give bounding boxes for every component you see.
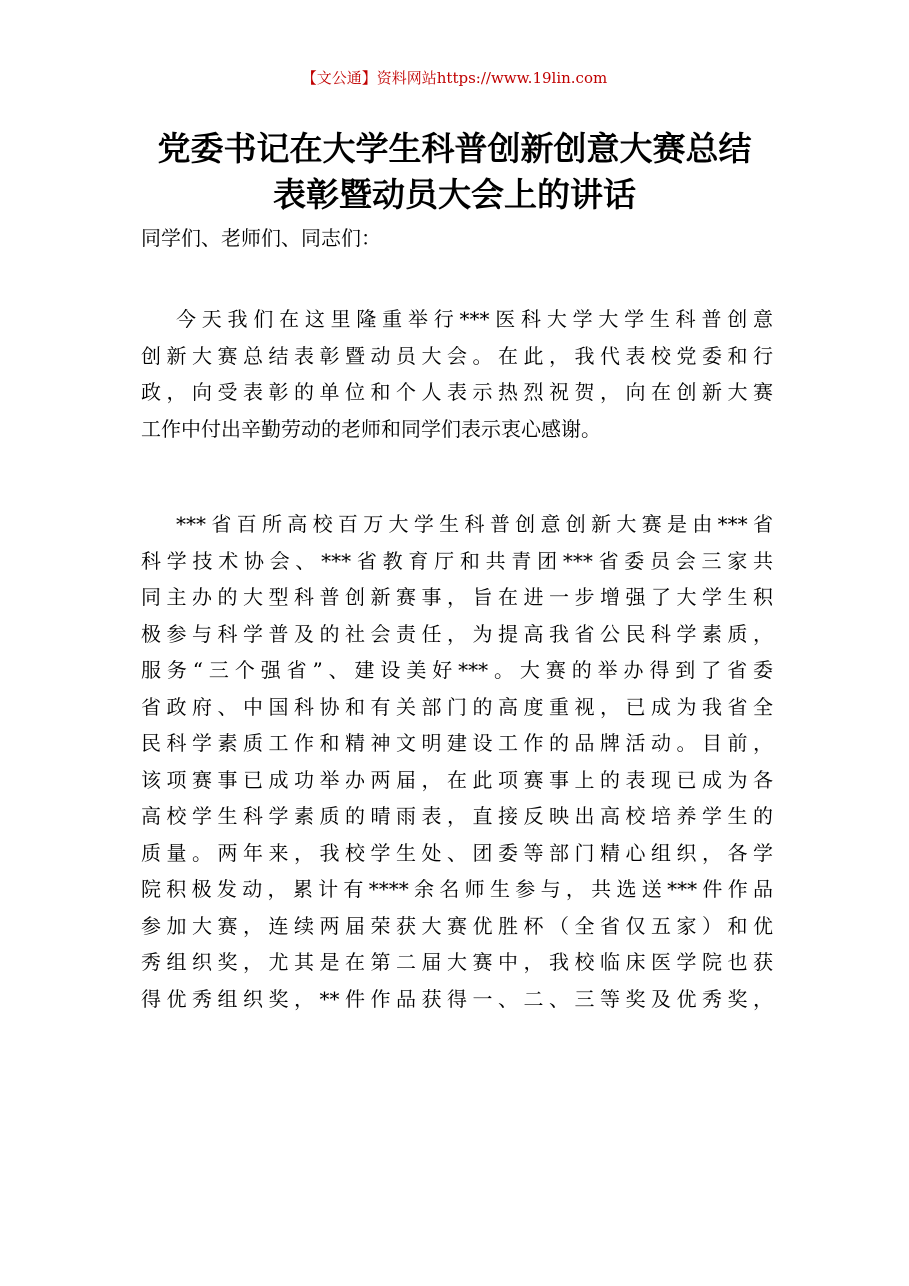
paragraph-line: 政，向受表彰的单位和个人表示热烈祝贺，向在创新大赛 — [141, 380, 773, 404]
paragraph-line: 创新大赛总结表彰暨动员大会。在此，我代表校党委和行 — [141, 343, 773, 368]
paragraph-line: 高校学生科学素质的晴雨表，直接反映出高校培养学生的 — [141, 804, 773, 828]
paragraph-line: 服务“三个强省”、建设美好***。大赛的举办得到了省委 — [141, 658, 773, 682]
paragraph-line: 科学技术协会、***省教育厅和共青团***省委员会三家共 — [141, 548, 773, 573]
paragraph-line: 今天我们在这里隆重举行***医科大学大学生科普创意 — [176, 307, 773, 331]
title-line-1: 党委书记在大学生科普创新创意大赛总结 — [157, 129, 752, 168]
paragraph-line: 得优秀组织奖，**件作品获得一、二、三等奖及优秀奖， — [141, 986, 773, 1011]
paragraph-line: 省政府、中国科协和有关部门的高度重视，已成为我省全 — [141, 694, 773, 719]
title-line-2: 表彰暨动员大会上的讲话 — [273, 175, 636, 214]
document-title — [0, 126, 909, 218]
paragraph-line: 院积极发动，累计有****余名师生参与，共选送***件作品 — [141, 877, 773, 901]
paragraph-line: 极参与科学普及的社会责任，为提高我省公民科学素质， — [141, 621, 773, 646]
salutation: 同学们、老师们、同志们： — [141, 226, 381, 250]
paragraph-line: 该项赛事已成功举办两届，在此项赛事上的表现已成为各 — [141, 767, 773, 792]
paragraph-line: 工作中付出辛勤劳动的老师和同学们表示衷心感谢。 — [141, 416, 601, 441]
paragraph-1 — [141, 301, 773, 447]
paragraph-line: 民科学素质工作和精神文明建设工作的品牌活动。目前， — [141, 731, 773, 755]
paragraph-line: 秀组织奖，尤其是在第二届大赛中，我校临床医学院也获 — [141, 950, 773, 974]
paragraph-2 — [141, 506, 773, 1017]
paragraph-line: 参加大赛，连续两届荣获大赛优胜杯（全省仅五家）和优 — [141, 913, 773, 938]
paragraph-line: 同主办的大型科普创新赛事，旨在进一步增强了大学生积 — [141, 585, 773, 609]
paragraph-line: ***省百所高校百万大学生科普创意创新大赛是由***省 — [176, 512, 773, 536]
source-website-link[interactable]: 【文公通】资料网站https://www.19lin.com — [301, 69, 608, 87]
paragraph-line: 质量。两年来，我校学生处、团委等部门精心组织，各学 — [141, 840, 773, 865]
